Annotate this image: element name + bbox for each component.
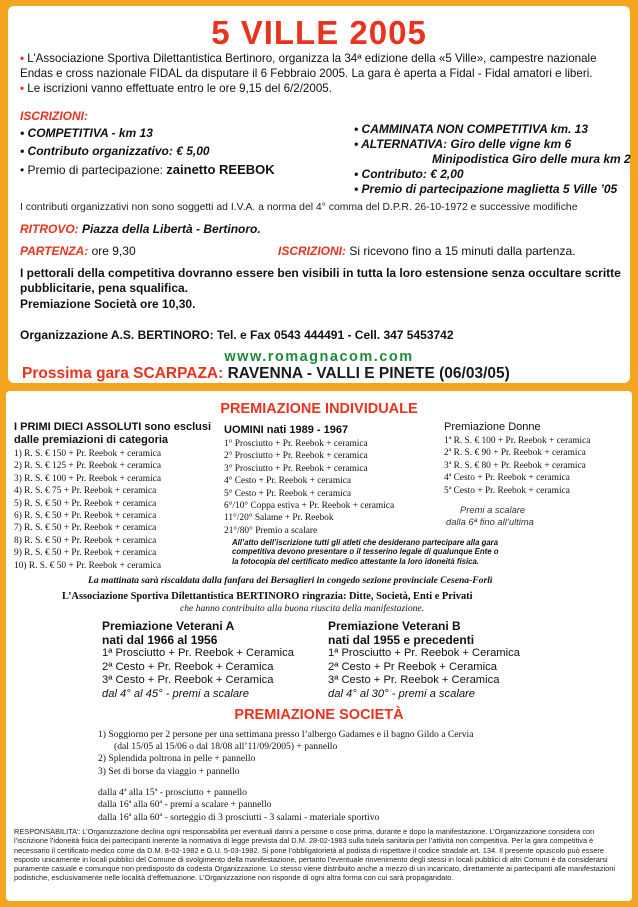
assoluti-heading-2: dalle premiazioni di categoria xyxy=(14,434,169,446)
list-item: 5° Cesto + Pr. Reebok + ceramica xyxy=(224,488,352,499)
list-item: 2) R. S. € 125 + Pr. Reebok + ceramica xyxy=(14,461,162,472)
individuale-title: PREMIAZIONE INDIVIDUALE xyxy=(220,401,418,417)
list-item: 3) Set di borse da viaggio + pannello xyxy=(98,765,240,777)
list-item: dalla 16ª alla 60ª - premi a scalare + pannello xyxy=(98,799,272,811)
veterani-a-years: nati dal 1966 al 1956 xyxy=(102,633,218,647)
prizes-panel xyxy=(6,391,632,901)
list-item: 11°/20° Salame + Pr. Reebok xyxy=(224,513,334,524)
uomini-heading: UOMINI nati 1989 - 1967 xyxy=(224,424,349,436)
contributo-right-line: • Contributo: € 2,00 xyxy=(354,167,464,181)
race-info-panel xyxy=(8,6,630,383)
list-item: 1° Prosciutto + Pr. Reebok + ceramica xyxy=(224,439,368,449)
list-item: 4° Cesto + Pr. Reebok + ceramica xyxy=(224,476,352,487)
list-item: dalla 4ª alla 15ª - prosciutto + pannello xyxy=(98,787,247,798)
iscrizioni-heading: ISCRIZIONI: xyxy=(20,109,88,123)
ritrovo-line: RITROVO: Piazza della Libertà - Bertinoro. xyxy=(20,222,261,236)
list-item: dalla 16ª alla 60ª - sorteggio di 3 prosciutti - 3 salami - materiale sportivo xyxy=(98,811,380,823)
list-item: 3° Prosciutto + Pr. Reebok + ceramica xyxy=(224,463,368,474)
veterani-b-list xyxy=(328,647,520,701)
list-item: 1ª Prosciutto + Pr. Reebok + Ceramica xyxy=(328,647,520,659)
donne-list xyxy=(444,435,590,497)
list-item: 10) R. S. € 50 + Pr. Reebok + ceramica xyxy=(14,560,162,571)
iva-note: I contributi organizzativi non sono soggetti ad I.V.A. a norma del 4° comma del D.P.R. 26-10-1972 e successive modifiche xyxy=(20,202,578,213)
camminata-line: • CAMMINATA NON COMPETITIVA km. 13 xyxy=(354,122,588,136)
list-item: dal 4° al 45° - premi a scalare xyxy=(102,687,249,700)
list-item: 8) R. S. € 50 + Pr. Reebok + ceramica xyxy=(14,535,157,546)
donne-note-1: Premi a scalare xyxy=(460,504,526,515)
ringrazia-line-2: che hanno contribuito alla buona riuscita della manifestazione. xyxy=(180,603,425,614)
list-item: 2° Prosciutto + Pr. Reebok + ceramica xyxy=(224,451,368,462)
premio-line: • Premio di partecipazione: zainetto REEBOK xyxy=(20,162,275,177)
pettorali-line-2: pubblicitarie, pena squalifica. xyxy=(20,281,189,295)
list-item: 1) R. S. € 150 + Pr. Reebok + ceramica xyxy=(14,449,162,459)
list-item: 5ª Cesto + Pr. Reebok + ceramica xyxy=(444,485,570,496)
donne-heading: Premiazione Donne xyxy=(444,421,541,433)
societa-title: PREMIAZIONE SOCIETÀ xyxy=(234,707,404,723)
iscrizioni-time-line: ISCRIZIONI: Si ricevono fino a 15 minuti dalla partenza. xyxy=(278,244,576,258)
list-item: 9) R. S. € 50 + Pr. Reebok + ceramica xyxy=(14,548,157,559)
list-item: 6) R. S. € 50 + Pr. Reebok + ceramica xyxy=(14,511,157,522)
list-item: 4) R. S. € 75 + Pr. Reebok + ceramica xyxy=(14,486,157,497)
assoluti-heading-1: I PRIMI DIECI ASSOLUTI sono esclusi xyxy=(14,421,212,433)
list-item: 3ª R. S. € 80 + Pr. Reebok + ceramica xyxy=(444,460,586,471)
maglietta-line: • Premio di partecipazione maglietta 5 Ville ’05 xyxy=(354,182,618,196)
competitiva-line: • COMPETITIVA - km 13 xyxy=(20,126,153,140)
veterani-b-years: nati dal 1955 e precedenti xyxy=(328,633,475,647)
assoluti-list xyxy=(14,448,161,572)
list-item: 1ª Prosciutto + Pr. Reebok + Ceramica xyxy=(102,647,294,659)
societa-ranges xyxy=(98,787,379,824)
list-item: 2ª Cesto + Pr Reebok + Ceramica xyxy=(328,660,497,673)
veterani-b-heading: Premiazione Veterani B xyxy=(328,619,461,633)
intro-paragraph: • L’Associazione Sportiva Dilettantistica Bertinoro, organizza la 34ª edizione della «5 Ville», campestre nazionale Endas e cross nazionale FIDAL da disputare il 6 Febbraio 2005. La gara è aperta a Fidal - Fidal amatori e liberi. xyxy=(20,52,597,80)
organizzazione-contact: Organizzazione A.S. BERTINORO: Tel. e Fax 0543 444491 - Cell. 347 5453742 xyxy=(20,328,454,342)
website-link[interactable]: www.romagnacom.com xyxy=(224,349,414,365)
list-item: 3ª Cesto + Pr. Reebok + Ceramica xyxy=(328,674,500,687)
minipodistica-line: Minipodistica Giro delle mura km 2 xyxy=(432,152,631,166)
intro-deadline: • Le iscrizioni vanno effettuate entro le ore 9,15 del 6/2/2005. xyxy=(20,82,332,95)
list-item: 1ª R. S. € 100 + Pr. Reebok + ceramica xyxy=(444,436,591,446)
ringrazia-line: L’Associazione Sportiva Dilettantistica BERTINORO ringrazia: Ditte, Società, Enti e Privati xyxy=(62,591,473,602)
list-item: 3ª Cesto + Pr. Reebok + Ceramica xyxy=(102,674,274,687)
list-item: 21°/80° Premio a scalare xyxy=(224,525,318,536)
alternativa-line: • ALTERNATIVA: Giro delle vigne km 6 xyxy=(354,137,572,151)
list-item: 2ª R. S. € 90 + Pr. Reebok + ceramica xyxy=(444,448,586,459)
veterani-a-heading: Premiazione Veterani A xyxy=(102,619,235,633)
veterani-a-list xyxy=(102,647,294,701)
societa-prizes xyxy=(98,729,473,778)
uomini-list xyxy=(224,438,394,537)
premiazione-time: Premiazione Società ore 10,30. xyxy=(20,297,196,311)
list-item: 3) R. S. € 100 + Pr. Reebok + ceramica xyxy=(14,473,162,484)
list-item: 5) R. S. € 50 + Pr. Reebok + ceramica xyxy=(14,498,157,509)
pettorali-line-1: I pettorali della competitiva dovranno essere ben visibili in tutta la loro estensione senza occultare scritte xyxy=(20,266,621,280)
next-race: Prossima gara SCARPAZA: RAVENNA - VALLI E PINETE (06/03/05) xyxy=(22,365,510,382)
contributo-line: • Contributo organizzativo: € 5,00 xyxy=(20,144,210,158)
list-item: (dal 15/05 al 15/06 o dal 18/08 all’11/09/2005) + pannello xyxy=(114,741,338,753)
list-item: 7) R. S. € 50 + Pr. Reebok + ceramica xyxy=(14,523,157,534)
donne-note-2: dalla 6ª fino all’ultima xyxy=(446,516,534,527)
list-item: 2ª Cesto + Pr. Reebok + Ceramica xyxy=(102,660,274,673)
list-item: dal 4° al 30° - premi a scalare xyxy=(328,687,475,700)
list-item: 2) Splendida poltrona in pelle + pannello xyxy=(98,753,256,765)
partenza-line: PARTENZA: ore 9,30 xyxy=(20,244,136,258)
certificato-note: All’atto dell’iscrizione tutti gli atleti che desiderano partecipare alla gara competitiva devono presentare o il tesserino legale di qualunque Ente o la fotocopia del certificato medico attestante la loro idoneità fisica. xyxy=(232,538,499,566)
list-item: 6°/10° Coppa estiva + Pr. Reebok + ceramica xyxy=(224,501,395,512)
list-item: 4ª Cesto + Pr. Reebok + ceramica xyxy=(444,473,570,484)
fanfara-line: La mattinata sarà riscaldata dalla fanfara dei Bersaglieri in congedo sezione provinciale Cesena-Forlì xyxy=(88,575,493,586)
page-title: 5 VILLE 2005 xyxy=(211,14,427,51)
list-item: 1) Soggiorno per 2 persone per una settimana presso l’albergo Gadames e il bagno Gildo a Cervia xyxy=(98,729,474,740)
responsabilita-footnote: RESPONSABILITA’: L’Organizzazione declina ogni responsabilità per eventuali danni a persone o cose prima, durante e dopo la manifestazione. L’Organizzazione considera con l’iscrizione l’idoneità fisica dei partecipanti inerente la normativa di legge prevista dal D.M. 28-02-1983 sulla tutela sanitaria per l’attività non competitiva. Per la gara competitiva è necessario il certificato medico come da D.M. 8-02-1982 e G.U. 5-03-1982. Si pone l’obbligatorietà al podista di rispettare il codice stradale art. 134. Il presente opuscolo può essere esposto unicamente in locali pubblici del Comune di svolgimento della manifestazione, pertanto l’eventuale rinvenimento degli stessi in locali pubblici di altri Comuni è da considerarsi puramente casuale e comunque non predisposto da codesta Organizzazione. Lo stesso viene distribuito anche a mezzo di un incaricato, direttamente ai partecipanti alle manifestazioni podistiche, esclusivamente nelle località d’effettuazione. L’Organizzazione non risponde di ogni altra forma con cui sarà propagandato. xyxy=(14,827,616,883)
